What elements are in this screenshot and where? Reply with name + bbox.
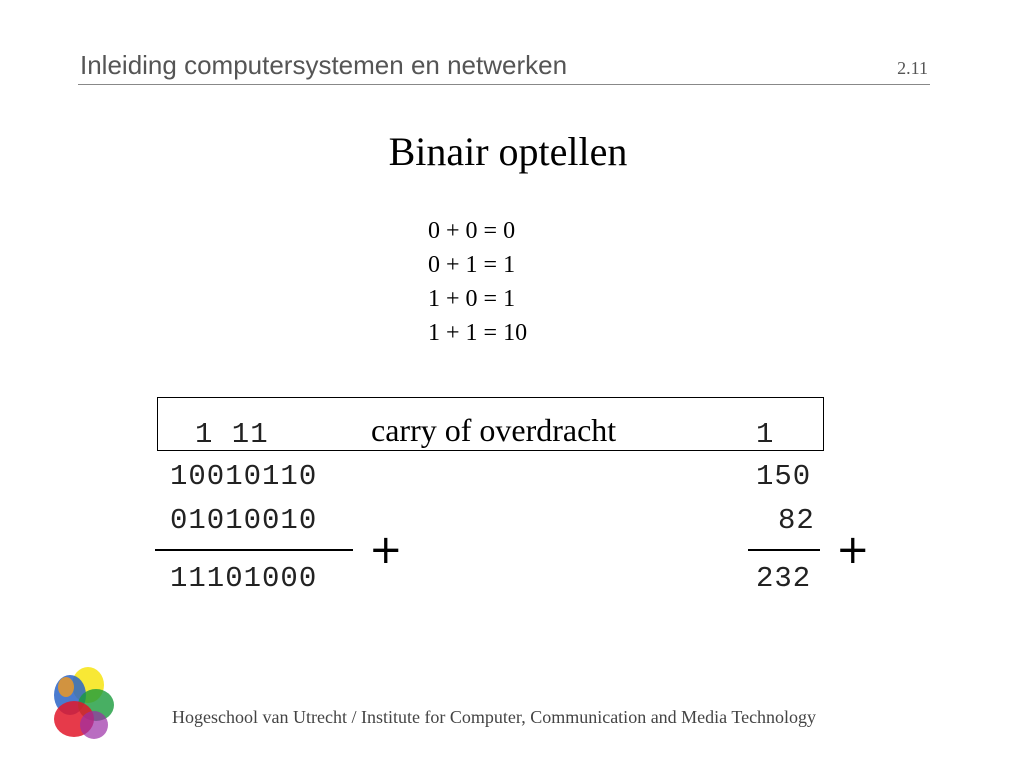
carry-label: carry of overdracht (371, 412, 617, 448)
addition-rules (428, 214, 527, 350)
binary-operand-2: 01010010 (170, 504, 318, 537)
slide-number: 2.11 (897, 58, 928, 78)
rule-line: 1 + 1 = 10 (428, 320, 528, 346)
binary-carry: 1 11 (195, 418, 269, 451)
decimal-plus-sign: + (836, 527, 870, 573)
slide-title: Binair optellen (388, 129, 628, 174)
rule-line: 1 + 0 = 1 (428, 286, 516, 312)
footer-text: Hogeschool van Utrecht / Institute for Computer, Communication and Media Technology (172, 707, 817, 727)
decimal-operand-2: 82 (778, 504, 815, 537)
decimal-operand-1: 150 (756, 460, 812, 493)
decimal-result: 232 (756, 562, 812, 595)
binary-plus-sign: + (369, 527, 403, 573)
rule-line: 0 + 1 = 1 (428, 252, 516, 278)
binary-operand-1: 10010110 (170, 460, 318, 493)
decimal-sum-line (748, 549, 820, 551)
hogeschool-utrecht-logo-icon (48, 663, 120, 745)
rule-line: 0 + 0 = 0 (428, 218, 516, 244)
header-divider (78, 84, 930, 85)
decimal-carry: 1 (756, 418, 775, 451)
binary-result: 11101000 (170, 562, 318, 595)
binary-sum-line (155, 549, 353, 551)
header-title: Inleiding computersystemen en netwerken (80, 50, 568, 80)
